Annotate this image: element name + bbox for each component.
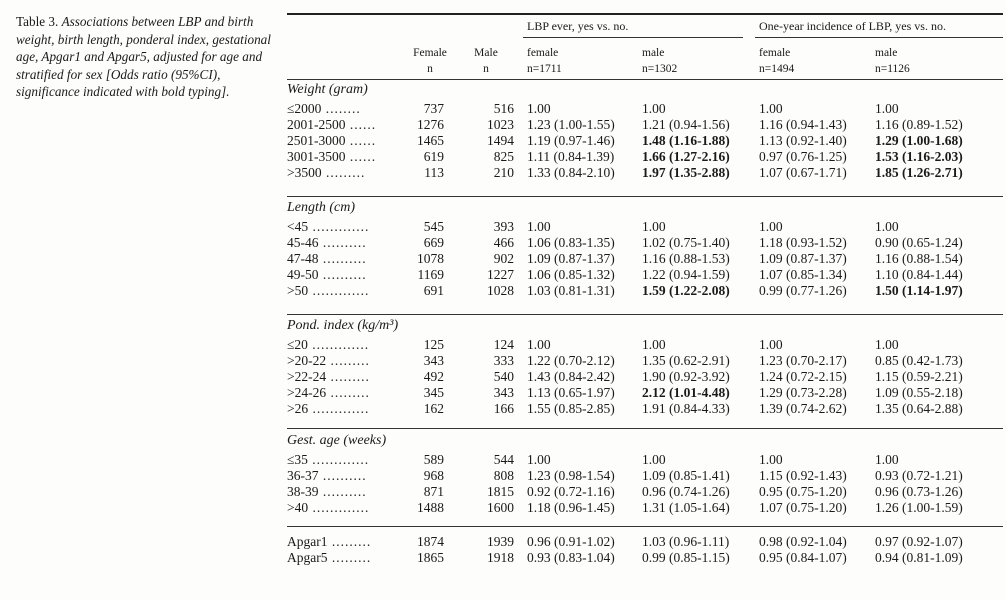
odds-ratio-cell-ever-m: 0.96 (0.74-1.26) bbox=[642, 484, 730, 499]
odds-ratio-cell-inc-m: 0.96 (0.73-1.26) bbox=[875, 484, 963, 499]
odds-ratio-cell-inc-m: 1.16 (0.89-1.52) bbox=[875, 117, 963, 132]
odds-ratio-cell-inc-m: 1.00 bbox=[875, 337, 899, 352]
row-label bbox=[287, 267, 405, 283]
male-n-cell: 1494 bbox=[487, 133, 514, 148]
col-header-ever-male bbox=[642, 47, 677, 76]
odds-ratio-cell-ever-m: 1.31 (1.05-1.64) bbox=[642, 500, 730, 515]
row-label bbox=[287, 385, 405, 401]
table-row bbox=[287, 550, 1003, 566]
odds-ratio-cell-inc-m: 1.29 (1.00-1.68) bbox=[875, 133, 963, 148]
row-label-leader-dots: ............. bbox=[307, 452, 370, 467]
col-header-female-n: n bbox=[427, 63, 433, 75]
row-label-leader-dots: ...... bbox=[345, 117, 377, 132]
odds-ratio-cell-inc-m: 1.00 bbox=[875, 452, 899, 467]
row-label-text: 2001-2500 bbox=[287, 117, 346, 132]
row-label-text: >26 bbox=[287, 401, 309, 416]
row-label-leader-dots: ...... bbox=[345, 133, 377, 148]
odds-ratio-cell-ever-f: 1.00 bbox=[527, 101, 551, 116]
row-label bbox=[287, 534, 405, 550]
odds-ratio-cell-inc-f: 1.18 (0.93-1.52) bbox=[759, 235, 847, 250]
row-label-text: ≤35 bbox=[287, 452, 308, 467]
female-n-cell: 1465 bbox=[417, 133, 444, 148]
row-label-leader-dots: ......... bbox=[327, 534, 372, 549]
table-row bbox=[287, 251, 1003, 267]
male-n-cell: 902 bbox=[493, 251, 514, 266]
row-label-leader-dots: ............. bbox=[308, 401, 370, 416]
row-label bbox=[287, 369, 405, 385]
male-n-cell: 343 bbox=[493, 385, 514, 400]
odds-ratio-cell-inc-m: 1.85 (1.26-2.71) bbox=[875, 165, 963, 180]
table-row bbox=[287, 267, 1003, 283]
odds-ratio-cell-ever-f: 1.22 (0.70-2.12) bbox=[527, 353, 615, 368]
table-row bbox=[287, 484, 1003, 500]
top-rule bbox=[287, 13, 1003, 15]
odds-ratio-cell-ever-f: 0.96 (0.91-1.02) bbox=[527, 534, 615, 549]
male-n-cell: 1600 bbox=[487, 500, 514, 515]
odds-ratio-cell-ever-m: 1.09 (0.85-1.41) bbox=[642, 468, 730, 483]
odds-ratio-cell-ever-m: 1.03 (0.96-1.11) bbox=[642, 534, 730, 549]
group-rule-incidence bbox=[755, 37, 1003, 38]
col-header-female bbox=[405, 47, 455, 76]
odds-ratio-cell-ever-f: 0.92 (0.72-1.16) bbox=[527, 484, 615, 499]
table-row bbox=[287, 235, 1003, 251]
header-rule bbox=[287, 79, 1003, 80]
odds-ratio-cell-inc-m: 1.15 (0.59-2.21) bbox=[875, 369, 963, 384]
odds-ratio-cell-ever-m: 1.00 bbox=[642, 452, 666, 467]
male-n-cell: 393 bbox=[493, 219, 514, 234]
table-row bbox=[287, 283, 1003, 299]
table-row bbox=[287, 534, 1003, 550]
row-label-text: >40 bbox=[287, 500, 309, 515]
female-n-cell: 113 bbox=[424, 165, 444, 180]
female-n-cell: 1865 bbox=[417, 550, 444, 565]
row-label-leader-dots: .......... bbox=[318, 267, 367, 282]
odds-ratio-cell-ever-f: 1.06 (0.83-1.35) bbox=[527, 235, 615, 250]
odds-ratio-cell-ever-m: 2.12 (1.01-4.48) bbox=[642, 385, 730, 400]
odds-ratio-cell-inc-m: 1.10 (0.84-1.44) bbox=[875, 267, 963, 282]
row-label-text: <45 bbox=[287, 219, 309, 234]
odds-ratio-cell-inc-m: 0.94 (0.81-1.09) bbox=[875, 550, 963, 565]
female-n-cell: 492 bbox=[423, 369, 444, 384]
male-n-cell: 1939 bbox=[487, 534, 514, 549]
col-header-ever-female-n: n=1711 bbox=[527, 63, 562, 75]
odds-ratio-cell-inc-m: 0.90 (0.65-1.24) bbox=[875, 235, 963, 250]
male-n-cell: 1918 bbox=[487, 550, 514, 565]
odds-ratio-cell-inc-m: 1.09 (0.55-2.18) bbox=[875, 385, 963, 400]
odds-ratio-cell-ever-f: 1.06 (0.85-1.32) bbox=[527, 267, 615, 282]
odds-ratio-cell-ever-m: 1.02 (0.75-1.40) bbox=[642, 235, 730, 250]
male-n-cell: 210 bbox=[493, 165, 514, 180]
row-label-text: 49-50 bbox=[287, 267, 319, 282]
male-n-cell: 808 bbox=[493, 468, 514, 483]
odds-ratio-cell-inc-m: 0.85 (0.42-1.73) bbox=[875, 353, 963, 368]
col-header-inc-female bbox=[759, 47, 794, 76]
odds-ratio-cell-ever-f: 1.09 (0.87-1.37) bbox=[527, 251, 615, 266]
odds-ratio-cell-ever-f: 1.19 (0.97-1.46) bbox=[527, 133, 615, 148]
female-n-cell: 1874 bbox=[417, 534, 444, 549]
row-label-leader-dots: .......... bbox=[318, 484, 367, 499]
col-header-inc-male-n: n=1126 bbox=[875, 63, 910, 75]
odds-ratio-cell-ever-m: 1.16 (0.88-1.53) bbox=[642, 251, 730, 266]
odds-ratio-cell-inc-f: 1.00 bbox=[759, 101, 783, 116]
odds-ratio-cell-ever-m: 1.35 (0.62-2.91) bbox=[642, 353, 730, 368]
row-label-leader-dots: ......... bbox=[321, 165, 366, 180]
row-label-text: >22-24 bbox=[287, 369, 327, 384]
row-label bbox=[287, 219, 405, 235]
male-n-cell: 516 bbox=[493, 101, 514, 116]
odds-ratio-cell-inc-f: 1.00 bbox=[759, 337, 783, 352]
table-row bbox=[287, 452, 1003, 468]
table-row bbox=[287, 468, 1003, 484]
odds-ratio-cell-inc-f: 1.00 bbox=[759, 219, 783, 234]
row-label-leader-dots: .......... bbox=[318, 468, 367, 483]
row-label bbox=[287, 283, 405, 299]
row-label bbox=[287, 101, 405, 117]
odds-ratio-cell-ever-f: 1.00 bbox=[527, 219, 551, 234]
female-n-cell: 1169 bbox=[417, 267, 444, 282]
male-n-cell: 124 bbox=[493, 337, 514, 352]
female-n-cell: 737 bbox=[423, 101, 444, 116]
odds-ratio-cell-inc-f: 1.39 (0.74-2.62) bbox=[759, 401, 847, 416]
row-label-text: >20-22 bbox=[287, 353, 327, 368]
odds-ratio-cell-ever-f: 1.18 (0.96-1.45) bbox=[527, 500, 615, 515]
odds-ratio-cell-inc-f: 1.09 (0.87-1.37) bbox=[759, 251, 847, 266]
odds-ratio-cell-ever-m: 1.90 (0.92-3.92) bbox=[642, 369, 730, 384]
table-row bbox=[287, 165, 1003, 181]
odds-ratio-cell-inc-f: 1.07 (0.75-1.20) bbox=[759, 500, 847, 515]
col-header-ever-male-n: n=1302 bbox=[642, 63, 678, 75]
section-rule bbox=[287, 526, 1003, 527]
caption-lead: Table 3. bbox=[16, 14, 59, 29]
row-label-text: 47-48 bbox=[287, 251, 319, 266]
odds-ratio-cell-ever-m: 1.59 (1.22-2.08) bbox=[642, 283, 730, 298]
odds-ratio-cell-inc-f: 1.24 (0.72-2.15) bbox=[759, 369, 847, 384]
table-caption bbox=[16, 13, 278, 101]
odds-ratio-cell-ever-f: 1.23 (1.00-1.55) bbox=[527, 117, 615, 132]
odds-ratio-cell-inc-f: 0.98 (0.92-1.04) bbox=[759, 534, 847, 549]
odds-ratio-cell-inc-m: 1.35 (0.64-2.88) bbox=[875, 401, 963, 416]
odds-ratio-cell-inc-f: 0.97 (0.76-1.25) bbox=[759, 149, 847, 164]
odds-ratio-cell-ever-m: 1.21 (0.94-1.56) bbox=[642, 117, 730, 132]
row-label-leader-dots: ...... bbox=[345, 149, 377, 164]
odds-ratio-cell-ever-m: 0.99 (0.85-1.15) bbox=[642, 550, 730, 565]
odds-ratio-cell-inc-f: 1.00 bbox=[759, 452, 783, 467]
odds-ratio-cell-inc-m: 0.97 (0.92-1.07) bbox=[875, 534, 963, 549]
col-header-ever-female-label: female bbox=[527, 47, 559, 59]
odds-ratio-cell-inc-f: 1.29 (0.73-2.28) bbox=[759, 385, 847, 400]
odds-ratio-cell-ever-f: 1.33 (0.84-2.10) bbox=[527, 165, 615, 180]
odds-ratio-cell-ever-f: 0.93 (0.83-1.04) bbox=[527, 550, 615, 565]
male-n-cell: 333 bbox=[493, 353, 514, 368]
row-label-leader-dots: ............. bbox=[307, 337, 370, 352]
female-n-cell: 1488 bbox=[417, 500, 444, 515]
row-label-text: Apgar5 bbox=[287, 550, 328, 565]
col-header-ever-male-label: male bbox=[642, 47, 665, 59]
table-row bbox=[287, 500, 1003, 516]
table-row bbox=[287, 117, 1003, 133]
female-n-cell: 343 bbox=[423, 353, 444, 368]
male-n-cell: 1227 bbox=[487, 267, 514, 282]
row-label bbox=[287, 401, 405, 417]
odds-ratio-cell-inc-f: 1.07 (0.85-1.34) bbox=[759, 267, 847, 282]
group-header-incidence: One-year incidence of LBP, yes vs. no. bbox=[759, 19, 946, 33]
odds-ratio-cell-ever-m: 1.00 bbox=[642, 219, 666, 234]
female-n-cell: 691 bbox=[423, 283, 444, 298]
row-label-text: >3500 bbox=[287, 165, 322, 180]
row-label bbox=[287, 133, 405, 149]
table-row bbox=[287, 219, 1003, 235]
col-header-inc-female-n: n=1494 bbox=[759, 63, 795, 75]
odds-ratio-cell-inc-m: 1.00 bbox=[875, 219, 899, 234]
row-label-leader-dots: ......... bbox=[327, 550, 372, 565]
female-n-cell: 619 bbox=[423, 149, 444, 164]
row-label-text: >50 bbox=[287, 283, 309, 298]
row-label bbox=[287, 452, 405, 468]
col-header-female-label: Female bbox=[413, 47, 447, 59]
row-label-leader-dots: .......... bbox=[318, 235, 367, 250]
odds-ratio-cell-inc-f: 1.16 (0.94-1.43) bbox=[759, 117, 847, 132]
odds-ratio-cell-inc-m: 1.00 bbox=[875, 101, 899, 116]
row-label-leader-dots: ........ bbox=[321, 101, 361, 116]
female-n-cell: 1276 bbox=[417, 117, 444, 132]
odds-ratio-cell-inc-f: 1.07 (0.67-1.71) bbox=[759, 165, 847, 180]
group-rule-ever bbox=[523, 37, 743, 38]
group-header-ever: LBP ever, yes vs. no. bbox=[527, 19, 629, 33]
odds-ratio-cell-ever-f: 1.00 bbox=[527, 337, 551, 352]
table-row bbox=[287, 337, 1003, 353]
table-row bbox=[287, 401, 1003, 417]
row-label bbox=[287, 251, 405, 267]
row-label bbox=[287, 337, 405, 353]
odds-ratio-cell-ever-m: 1.48 (1.16-1.88) bbox=[642, 133, 730, 148]
row-label bbox=[287, 149, 405, 165]
table-row bbox=[287, 369, 1003, 385]
section-rule bbox=[287, 196, 1003, 197]
col-header-inc-male-label: male bbox=[875, 47, 898, 59]
odds-ratio-cell-inc-f: 0.95 (0.75-1.20) bbox=[759, 484, 847, 499]
odds-ratio-cell-inc-m: 1.50 (1.14-1.97) bbox=[875, 283, 963, 298]
male-n-cell: 544 bbox=[493, 452, 514, 467]
odds-ratio-cell-inc-m: 1.53 (1.16-2.03) bbox=[875, 149, 963, 164]
female-n-cell: 125 bbox=[423, 337, 444, 352]
section-title: Length (cm) bbox=[287, 200, 356, 215]
col-header-male-n: n bbox=[483, 63, 489, 75]
female-n-cell: 871 bbox=[423, 484, 444, 499]
row-label-leader-dots: ............. bbox=[308, 219, 370, 234]
row-label bbox=[287, 468, 405, 484]
row-label bbox=[287, 235, 405, 251]
odds-ratio-cell-inc-m: 0.93 (0.72-1.21) bbox=[875, 468, 963, 483]
section-title: Weight (gram) bbox=[287, 82, 368, 97]
table-row bbox=[287, 101, 1003, 117]
odds-ratio-cell-ever-f: 1.43 (0.84-2.42) bbox=[527, 369, 615, 384]
row-label bbox=[287, 484, 405, 500]
male-n-cell: 1028 bbox=[487, 283, 514, 298]
male-n-cell: 166 bbox=[493, 401, 514, 416]
female-n-cell: 1078 bbox=[417, 251, 444, 266]
male-n-cell: 1023 bbox=[487, 117, 514, 132]
odds-ratio-cell-ever-f: 1.11 (0.84-1.39) bbox=[527, 149, 615, 164]
female-n-cell: 589 bbox=[423, 452, 444, 467]
row-label-text: Apgar1 bbox=[287, 534, 328, 549]
row-label bbox=[287, 165, 405, 181]
female-n-cell: 968 bbox=[423, 468, 444, 483]
female-n-cell: 345 bbox=[423, 385, 444, 400]
table-row bbox=[287, 149, 1003, 165]
col-header-male bbox=[465, 47, 507, 76]
row-label-text: ≤2000 bbox=[287, 101, 322, 116]
female-n-cell: 162 bbox=[423, 401, 444, 416]
row-label-text: ≤20 bbox=[287, 337, 308, 352]
odds-ratio-cell-ever-m: 1.97 (1.35-2.88) bbox=[642, 165, 730, 180]
odds-ratio-cell-inc-f: 0.99 (0.77-1.26) bbox=[759, 283, 847, 298]
odds-ratio-cell-ever-m: 1.22 (0.94-1.59) bbox=[642, 267, 730, 282]
row-label-leader-dots: ............. bbox=[308, 500, 370, 515]
odds-ratio-cell-ever-f: 1.23 (0.98-1.54) bbox=[527, 468, 615, 483]
odds-ratio-cell-ever-m: 1.00 bbox=[642, 337, 666, 352]
odds-ratio-cell-inc-f: 1.15 (0.92-1.43) bbox=[759, 468, 847, 483]
odds-ratio-cell-inc-f: 0.95 (0.84-1.07) bbox=[759, 550, 847, 565]
row-label-text: 36-37 bbox=[287, 468, 319, 483]
female-n-cell: 545 bbox=[423, 219, 444, 234]
odds-ratio-cell-inc-m: 1.16 (0.88-1.54) bbox=[875, 251, 963, 266]
section-title: Pond. index (kg/m³) bbox=[287, 318, 399, 333]
male-n-cell: 1815 bbox=[487, 484, 514, 499]
col-header-male-label: Male bbox=[474, 47, 498, 59]
row-label-text: 38-39 bbox=[287, 484, 319, 499]
table-row bbox=[287, 133, 1003, 149]
odds-ratio-cell-ever-m: 1.00 bbox=[642, 101, 666, 116]
odds-ratio-cell-inc-f: 1.23 (0.70-2.17) bbox=[759, 353, 847, 368]
odds-ratio-cell-ever-f: 1.00 bbox=[527, 452, 551, 467]
odds-ratio-cell-ever-f: 1.03 (0.81-1.31) bbox=[527, 283, 615, 298]
male-n-cell: 540 bbox=[493, 369, 514, 384]
row-label bbox=[287, 353, 405, 369]
odds-ratio-cell-inc-f: 1.13 (0.92-1.40) bbox=[759, 133, 847, 148]
row-label-leader-dots: ......... bbox=[326, 385, 370, 400]
row-label-leader-dots: ......... bbox=[326, 353, 370, 368]
odds-ratio-cell-ever-m: 1.91 (0.84-4.33) bbox=[642, 401, 730, 416]
odds-ratio-cell-ever-f: 1.13 (0.65-1.97) bbox=[527, 385, 615, 400]
col-header-inc-female-label: female bbox=[759, 47, 791, 59]
row-label-leader-dots: ............. bbox=[308, 283, 370, 298]
row-label bbox=[287, 117, 405, 133]
male-n-cell: 466 bbox=[493, 235, 514, 250]
col-header-inc-male bbox=[875, 47, 910, 76]
caption-body: Associations between LBP and birth weight, birth length, ponderal index, gestational age, Apgar1 and Apgar5, adjusted for age and stratified for sex [Odds ratio (95%CI), significance indicated with bold typing]. bbox=[16, 14, 271, 100]
odds-ratio-cell-ever-m: 1.66 (1.27-2.16) bbox=[642, 149, 730, 164]
row-label-leader-dots: .......... bbox=[318, 251, 367, 266]
row-label-text: 45-46 bbox=[287, 235, 319, 250]
female-n-cell: 669 bbox=[423, 235, 444, 250]
results-table bbox=[287, 0, 1003, 600]
odds-ratio-cell-inc-m: 1.26 (1.00-1.59) bbox=[875, 500, 963, 515]
table-row bbox=[287, 385, 1003, 401]
section-rule bbox=[287, 314, 1003, 315]
row-label bbox=[287, 500, 405, 516]
odds-ratio-cell-ever-f: 1.55 (0.85-2.85) bbox=[527, 401, 615, 416]
row-label-leader-dots: ......... bbox=[326, 369, 370, 384]
table-row bbox=[287, 353, 1003, 369]
section-title: Gest. age (weeks) bbox=[287, 433, 387, 448]
row-label-text: 3001-3500 bbox=[287, 149, 346, 164]
male-n-cell: 825 bbox=[493, 149, 514, 164]
section-rule bbox=[287, 428, 1003, 429]
row-label-text: 2501-3000 bbox=[287, 133, 346, 148]
col-header-ever-female bbox=[527, 47, 562, 76]
row-label bbox=[287, 550, 405, 566]
row-label-text: >24-26 bbox=[287, 385, 327, 400]
